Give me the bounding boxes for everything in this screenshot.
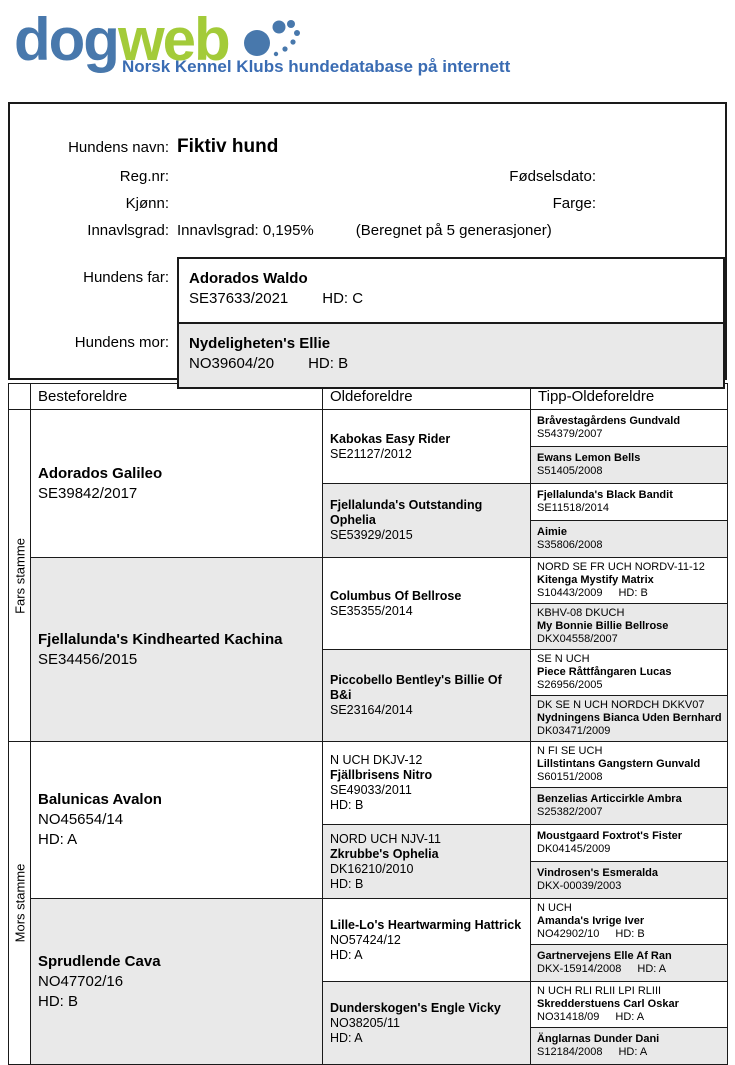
- dog-regnr: SE53929/2015: [330, 528, 413, 542]
- dog-hd: HD: A: [330, 947, 363, 962]
- father-name: Adorados Waldo: [189, 270, 308, 287]
- pedigree-cell-greatgreatgrandparent-6: [531, 604, 728, 650]
- pedigree-cell-greatgreatgrandparent-4: [531, 521, 728, 558]
- dog-regnr: S51405/2008: [537, 465, 603, 477]
- pedigree-cell-greatgreatgrandparent-2: [531, 447, 728, 484]
- pedigree-cell-greatgreatgrandparent-16: [531, 1028, 728, 1065]
- inbreeding-label: Innavlsgrad:: [87, 222, 169, 239]
- dog-titles: NORD UCH NJV-11: [330, 831, 441, 846]
- dog-regnr: DKX-15914/2008: [537, 963, 622, 975]
- dog-name: Piece Råttfångaren Lucas: [537, 666, 672, 678]
- pedigree-cell-greatgreatgrandparent-13: [531, 899, 728, 945]
- dog-hd: HD: B: [330, 798, 364, 812]
- pedigree-cell-greatgrandparent-4: [323, 650, 531, 742]
- pedigree-cell-greatgrandparent-8: [323, 982, 531, 1065]
- dog-regnr: S10443/2009: [537, 587, 603, 599]
- header-greatgreatgrandparents: Tipp-Oldeforeldre: [531, 384, 728, 410]
- dog-titles: NORD SE FR UCH NORDV-11-12: [537, 561, 705, 573]
- mother-label: Hundens mor:: [74, 334, 169, 351]
- pedigree-cell-greatgreatgrandparent-8: [531, 696, 728, 742]
- dog-hd: HD: B: [38, 992, 79, 1010]
- dog-name: Lillstintans Gangstern Gunvald: [537, 758, 701, 770]
- color-label: Farge:: [552, 195, 596, 212]
- dog-name: Columbus Of Bellrose: [330, 588, 462, 603]
- dog-titles: SE N UCH: [537, 653, 590, 665]
- logo-subtitle: Norsk Kennel Klubs hundedatabase på internett: [122, 57, 511, 76]
- mother-regnr: NO39604/20: [189, 355, 275, 372]
- dog-name: Benzelias Articcirkle Ambra: [537, 793, 682, 805]
- dog-name: Lille-Lo's Heartwarming Hattrick: [330, 917, 522, 932]
- dog-name: Kitenga Mystify Matrix: [537, 574, 654, 586]
- dog-name: Balunicas Avalon: [38, 791, 162, 808]
- dog-regnr: S26956/2005: [537, 679, 603, 691]
- dog-name: Fjellalunda's Black Bandit: [537, 489, 673, 501]
- dog-name: My Bonnie Billie Bellrose: [537, 620, 669, 632]
- pedigree-cell-greatgreatgrandparent-3: [531, 484, 728, 521]
- dog-name: Sprudlende Cava: [38, 952, 161, 970]
- pedigree-cell-greatgrandparent-6: [323, 825, 531, 899]
- side-label-fars-stamme: Fars stamme: [9, 410, 31, 742]
- dog-hd: HD: B: [615, 928, 645, 940]
- dog-regnr: S12184/2008: [537, 1046, 603, 1058]
- mother-hd: HD: B: [308, 355, 349, 372]
- dog-regnr: NO42902/10: [537, 928, 600, 940]
- pedigree-cell-greatgreatgrandparent-10: [531, 788, 728, 825]
- pedigree-cell-greatgrandparent-7: [323, 899, 531, 982]
- pedigree-cell-grandparent-3: [31, 742, 323, 899]
- dog-hd: HD: A: [38, 831, 78, 848]
- dog-regnr: S60151/2008: [537, 771, 603, 783]
- dog-regnr: NO57424/12: [330, 932, 401, 947]
- dog-regnr: SE39842/2017: [38, 484, 138, 502]
- logo-web-text: web: [117, 6, 229, 73]
- dog-name-value: Fiktiv hund: [177, 136, 279, 157]
- dog-name: Amanda's Ivrige Iver: [537, 915, 645, 927]
- dog-regnr: NO38205/11: [330, 1015, 400, 1030]
- dog-regnr: SE23164/2014: [330, 703, 413, 717]
- dog-name: Fjällbrisens Nitro: [330, 768, 433, 782]
- father-cell: [179, 259, 723, 322]
- dog-hd: HD: A: [330, 1030, 363, 1045]
- pedigree-cell-greatgreatgrandparent-11: [531, 825, 728, 862]
- dog-name: Fjellalunda's Outstanding Ophelia: [330, 498, 483, 527]
- mother-cell: [179, 322, 723, 387]
- pedigree-cell-grandparent-4: [31, 899, 323, 1065]
- pedigree-cell-grandparent-1: [31, 410, 323, 558]
- dog-name: Bråvestagårdens Gundvald: [537, 415, 681, 427]
- mother-name: Nydeligheten's Ellie: [189, 335, 331, 352]
- dog-name: Skredderstuens Carl Oskar: [537, 998, 679, 1010]
- pedigree-cell-greatgrandparent-3: [323, 558, 531, 650]
- pedigree-cell-greatgreatgrandparent-15: [531, 982, 728, 1028]
- dog-name: Fjellalunda's Kindhearted Kachina: [38, 630, 283, 648]
- logo-header: [0, 0, 735, 102]
- dog-name: Gartnervejens Elle Af Ran: [537, 950, 672, 962]
- dog-name: Adorados Galileo: [38, 464, 163, 482]
- pedigree-cell-greatgrandparent-5: [323, 742, 531, 825]
- dog-hd: HD: B: [618, 587, 648, 599]
- dog-regnr: DK03471/2009: [537, 725, 611, 737]
- dog-titles: N FI SE UCH: [537, 745, 603, 757]
- side-label-mors-stamme: Mors stamme: [9, 742, 31, 1065]
- logo-dog-text: dog: [14, 6, 118, 73]
- inbreeding-note: (Beregnet på 5 generasjoner): [355, 222, 552, 239]
- dog-regnr: SE35355/2014: [330, 603, 413, 618]
- dog-hd: HD: B: [330, 876, 364, 891]
- dog-name: Aimie: [537, 526, 567, 538]
- dog-regnr: S25382/2007: [537, 806, 603, 818]
- pedigree-table: [8, 383, 728, 1065]
- father-hd: HD: C: [322, 290, 364, 307]
- dog-regnr: DK04145/2009: [537, 843, 611, 855]
- dog-name: Piccobello Bentley's Billie Of B&i: [330, 673, 502, 702]
- dog-titles: KBHV-08 DKUCH: [537, 607, 625, 619]
- dog-regnr: SE49033/2011: [330, 783, 412, 797]
- pedigree-cell-greatgreatgrandparent-1: [531, 410, 728, 447]
- pedigree-cell-grandparent-2: [31, 558, 323, 742]
- dog-hd: HD: A: [615, 1011, 645, 1023]
- dog-regnr: DKX-00039/2003: [537, 880, 622, 892]
- header-greatgrandparents: Oldeforeldre: [323, 384, 531, 410]
- dog-regnr: DK16210/2010: [330, 861, 414, 876]
- sex-label: Kjønn:: [125, 195, 169, 212]
- dog-name: Nydningens Bianca Uden Bernhard: [537, 712, 722, 724]
- dog-titles: DK SE N UCH NORDCH DKKV07: [537, 699, 705, 711]
- dog-regnr: NO31418/09: [537, 1011, 600, 1023]
- dog-hd: HD: A: [637, 963, 667, 975]
- parents-box: [177, 257, 725, 389]
- dog-name-label: Hundens navn:: [68, 139, 169, 156]
- dog-regnr: SE11518/2014: [537, 502, 609, 514]
- pedigree-cell-greatgreatgrandparent-5: [531, 558, 728, 604]
- pedigree-cell-greatgreatgrandparent-7: [531, 650, 728, 696]
- pedigree-cell-greatgreatgrandparent-9: [531, 742, 728, 788]
- dog-regnr: NO45654/14: [38, 811, 124, 828]
- father-label: Hundens far:: [83, 269, 169, 286]
- dog-titles: N UCH RLI RLII LPI RLIII: [537, 985, 662, 997]
- dog-info-box: [8, 102, 727, 380]
- dog-name: Änglarnas Dunder Dani: [537, 1033, 660, 1045]
- dog-name: Kabokas Easy Rider: [330, 431, 451, 446]
- pedigree-cell-greatgreatgrandparent-12: [531, 862, 728, 899]
- header-grandparents: Besteforeldre: [31, 384, 323, 410]
- father-regnr: SE37633/2021: [189, 290, 289, 307]
- dog-name: Moustgaard Foxtrot's Fister: [537, 830, 683, 842]
- dog-name: Dunderskogen's Engle Vicky: [330, 1000, 501, 1015]
- dog-name: Vindrosen's Esmeralda: [537, 867, 659, 879]
- pedigree-cell-greatgrandparent-1: [323, 410, 531, 484]
- pedigree-cell-greatgrandparent-2: [323, 484, 531, 558]
- regnr-label: Reg.nr:: [119, 168, 169, 185]
- dog-hd: HD: A: [618, 1046, 648, 1058]
- dog-regnr: S54379/2007: [537, 428, 603, 440]
- dog-regnr: S35806/2008: [537, 539, 603, 551]
- dog-name: Zkrubbe's Ophelia: [330, 846, 439, 861]
- dog-regnr: SE21127/2012: [330, 446, 412, 461]
- dog-regnr: NO47702/16: [38, 972, 124, 990]
- dog-titles: N UCH: [537, 902, 572, 914]
- inbreeding-value: Innavlsgrad: 0,195%: [177, 222, 314, 239]
- birthdate-label: Fødselsdato:: [509, 168, 596, 185]
- dog-titles: N UCH DKJV-12: [330, 753, 423, 767]
- dog-name: Ewans Lemon Bells: [537, 452, 641, 464]
- dog-regnr: DKX04558/2007: [537, 633, 618, 645]
- pedigree-cell-greatgreatgrandparent-14: [531, 945, 728, 982]
- dog-regnr: SE34456/2015: [38, 650, 138, 668]
